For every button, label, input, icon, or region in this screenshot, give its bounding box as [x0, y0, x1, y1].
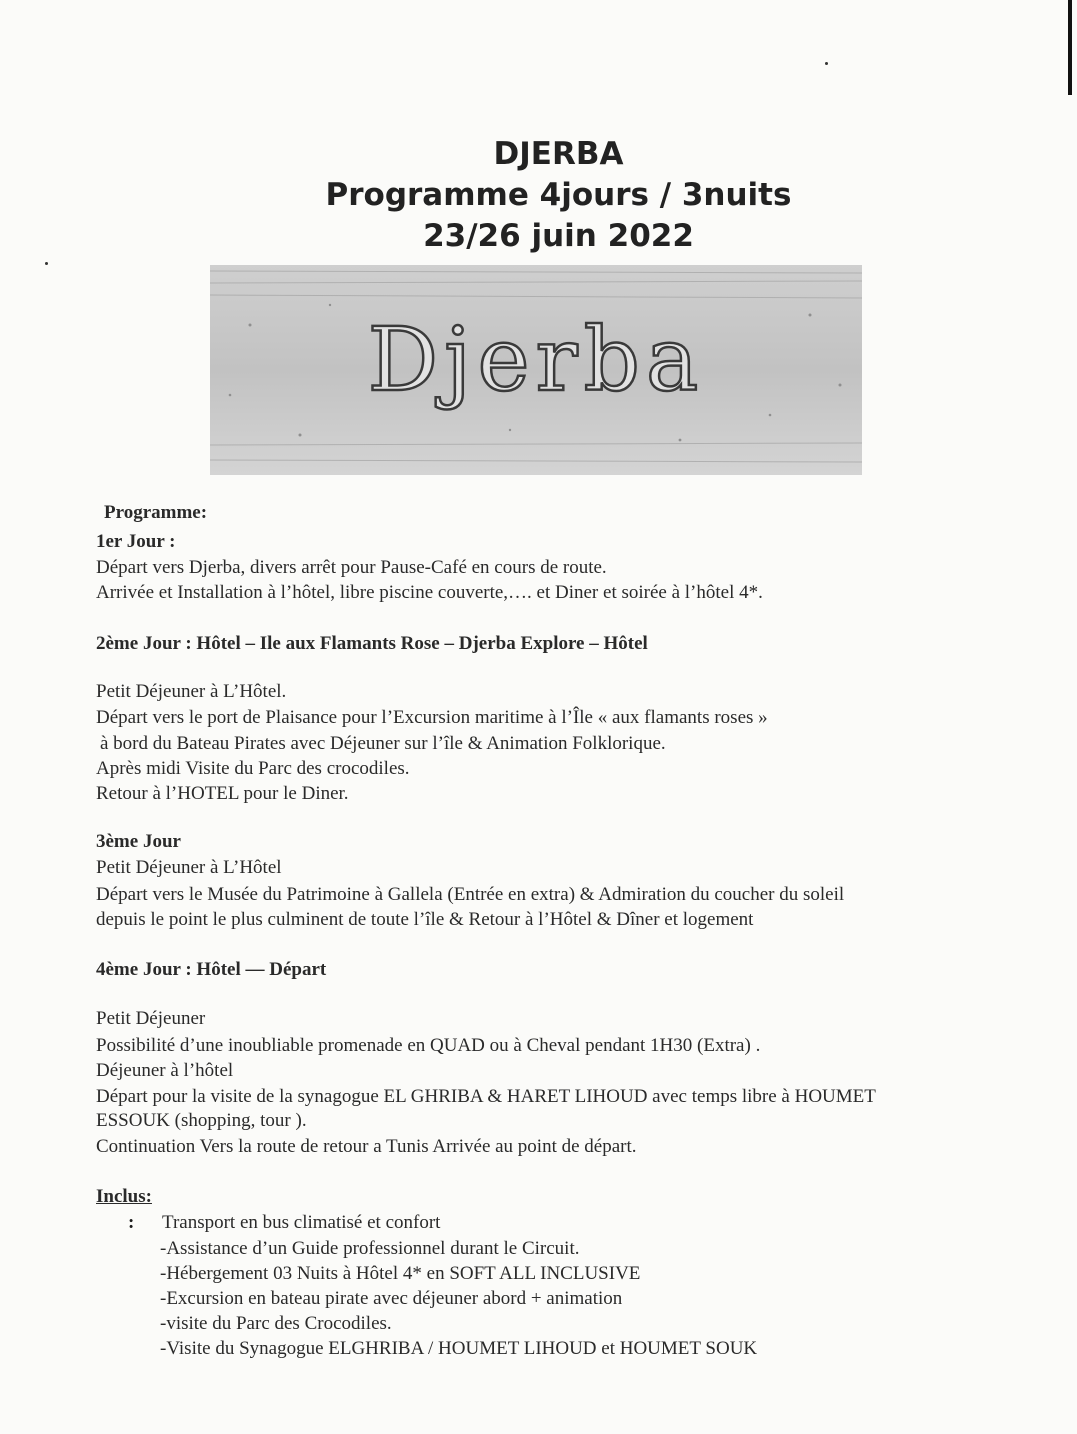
- day1-line: Arrivée et Installation à l’hôtel, libre piscine couverte,…. et Diner et soirée à l’hôtel 4*.: [96, 582, 763, 603]
- dates: 23/26 juin 2022: [423, 218, 694, 254]
- sand-writing: Djerba: [367, 308, 705, 411]
- day3-line: Départ vers le Musée du Patrimoine à Gallela (Entrée en extra) & Admiration du coucher du soleil: [96, 884, 845, 905]
- day1-line: Départ vers Djerba, divers arrêt pour Pause-Café en cours de route.: [96, 557, 607, 578]
- document-title-block: [0, 134, 1077, 257]
- included-item: -Assistance d’un Guide professionnel durant le Circuit.: [160, 1238, 580, 1259]
- day4-line: Déjeuner à l’hôtel: [96, 1060, 234, 1081]
- included-bullet: :: [128, 1212, 135, 1233]
- day2-title: 2ème Jour : Hôtel – Ile aux Flamants Rose – Djerba Explore – Hôtel: [96, 633, 648, 654]
- day1-title: 1er Jour :: [96, 531, 176, 552]
- included-item: Transport en bus climatisé et confort: [162, 1212, 441, 1233]
- day4-line: Possibilité d’une inoubliable promenade en QUAD ou à Cheval pendant 1H30 (Extra) .: [96, 1035, 761, 1056]
- day3-line: Petit Déjeuner à L’Hôtel: [96, 857, 282, 878]
- day4-line: Départ pour la visite de la synagogue EL GHRIBA & HARET LIHOUD avec temps libre à HOUMET: [96, 1086, 876, 1107]
- program-heading: Programme:: [104, 502, 208, 523]
- scan-speck: [45, 262, 48, 265]
- included-item: -Visite du Synagogue ELGHRIBA / HOUMET LIHOUD et HOUMET SOUK: [160, 1338, 758, 1359]
- day2-line: Départ vers le port de Plaisance pour l’Excursion maritime à l’Île « aux flamants roses »: [96, 707, 768, 728]
- day3-line: depuis le point le plus culminent de toute l’île & Retour à l’Hôtel & Dîner et logement: [96, 909, 754, 930]
- subtitle: Programme 4jours / 3nuits: [325, 177, 792, 213]
- scan-speck: [825, 62, 828, 65]
- day4-line: ESSOUK (shopping, tour ).: [96, 1110, 307, 1131]
- included-item: -Hébergement 03 Nuits à Hôtel 4* en SOFT ALL INCLUSIVE: [160, 1263, 641, 1284]
- day3-title: 3ème Jour: [96, 831, 181, 852]
- title: DJERBA: [493, 136, 624, 172]
- included-item: -visite du Parc des Crocodiles.: [160, 1313, 392, 1334]
- day2-line: à bord du Bateau Pirates avec Déjeuner sur l’île & Animation Folklorique.: [100, 733, 666, 754]
- day4-line: Petit Déjeuner: [96, 1008, 206, 1029]
- scan-edge-line: [1068, 0, 1072, 95]
- djerba-sand-photo: [210, 265, 862, 475]
- included-item: -Excursion en bateau pirate avec déjeuner abord + animation: [160, 1288, 623, 1309]
- day2-line: Retour à l’HOTEL pour le Diner.: [96, 783, 349, 804]
- day4-title: 4ème Jour : Hôtel — Départ: [96, 959, 327, 980]
- day4-line: Continuation Vers la route de retour a Tunis Arrivée au point de départ.: [96, 1136, 637, 1157]
- included-title: Inclus:: [96, 1186, 152, 1207]
- day2-line: Après midi Visite du Parc des crocodiles.: [96, 758, 410, 779]
- day2-line: Petit Déjeuner à L’Hôtel.: [96, 681, 287, 702]
